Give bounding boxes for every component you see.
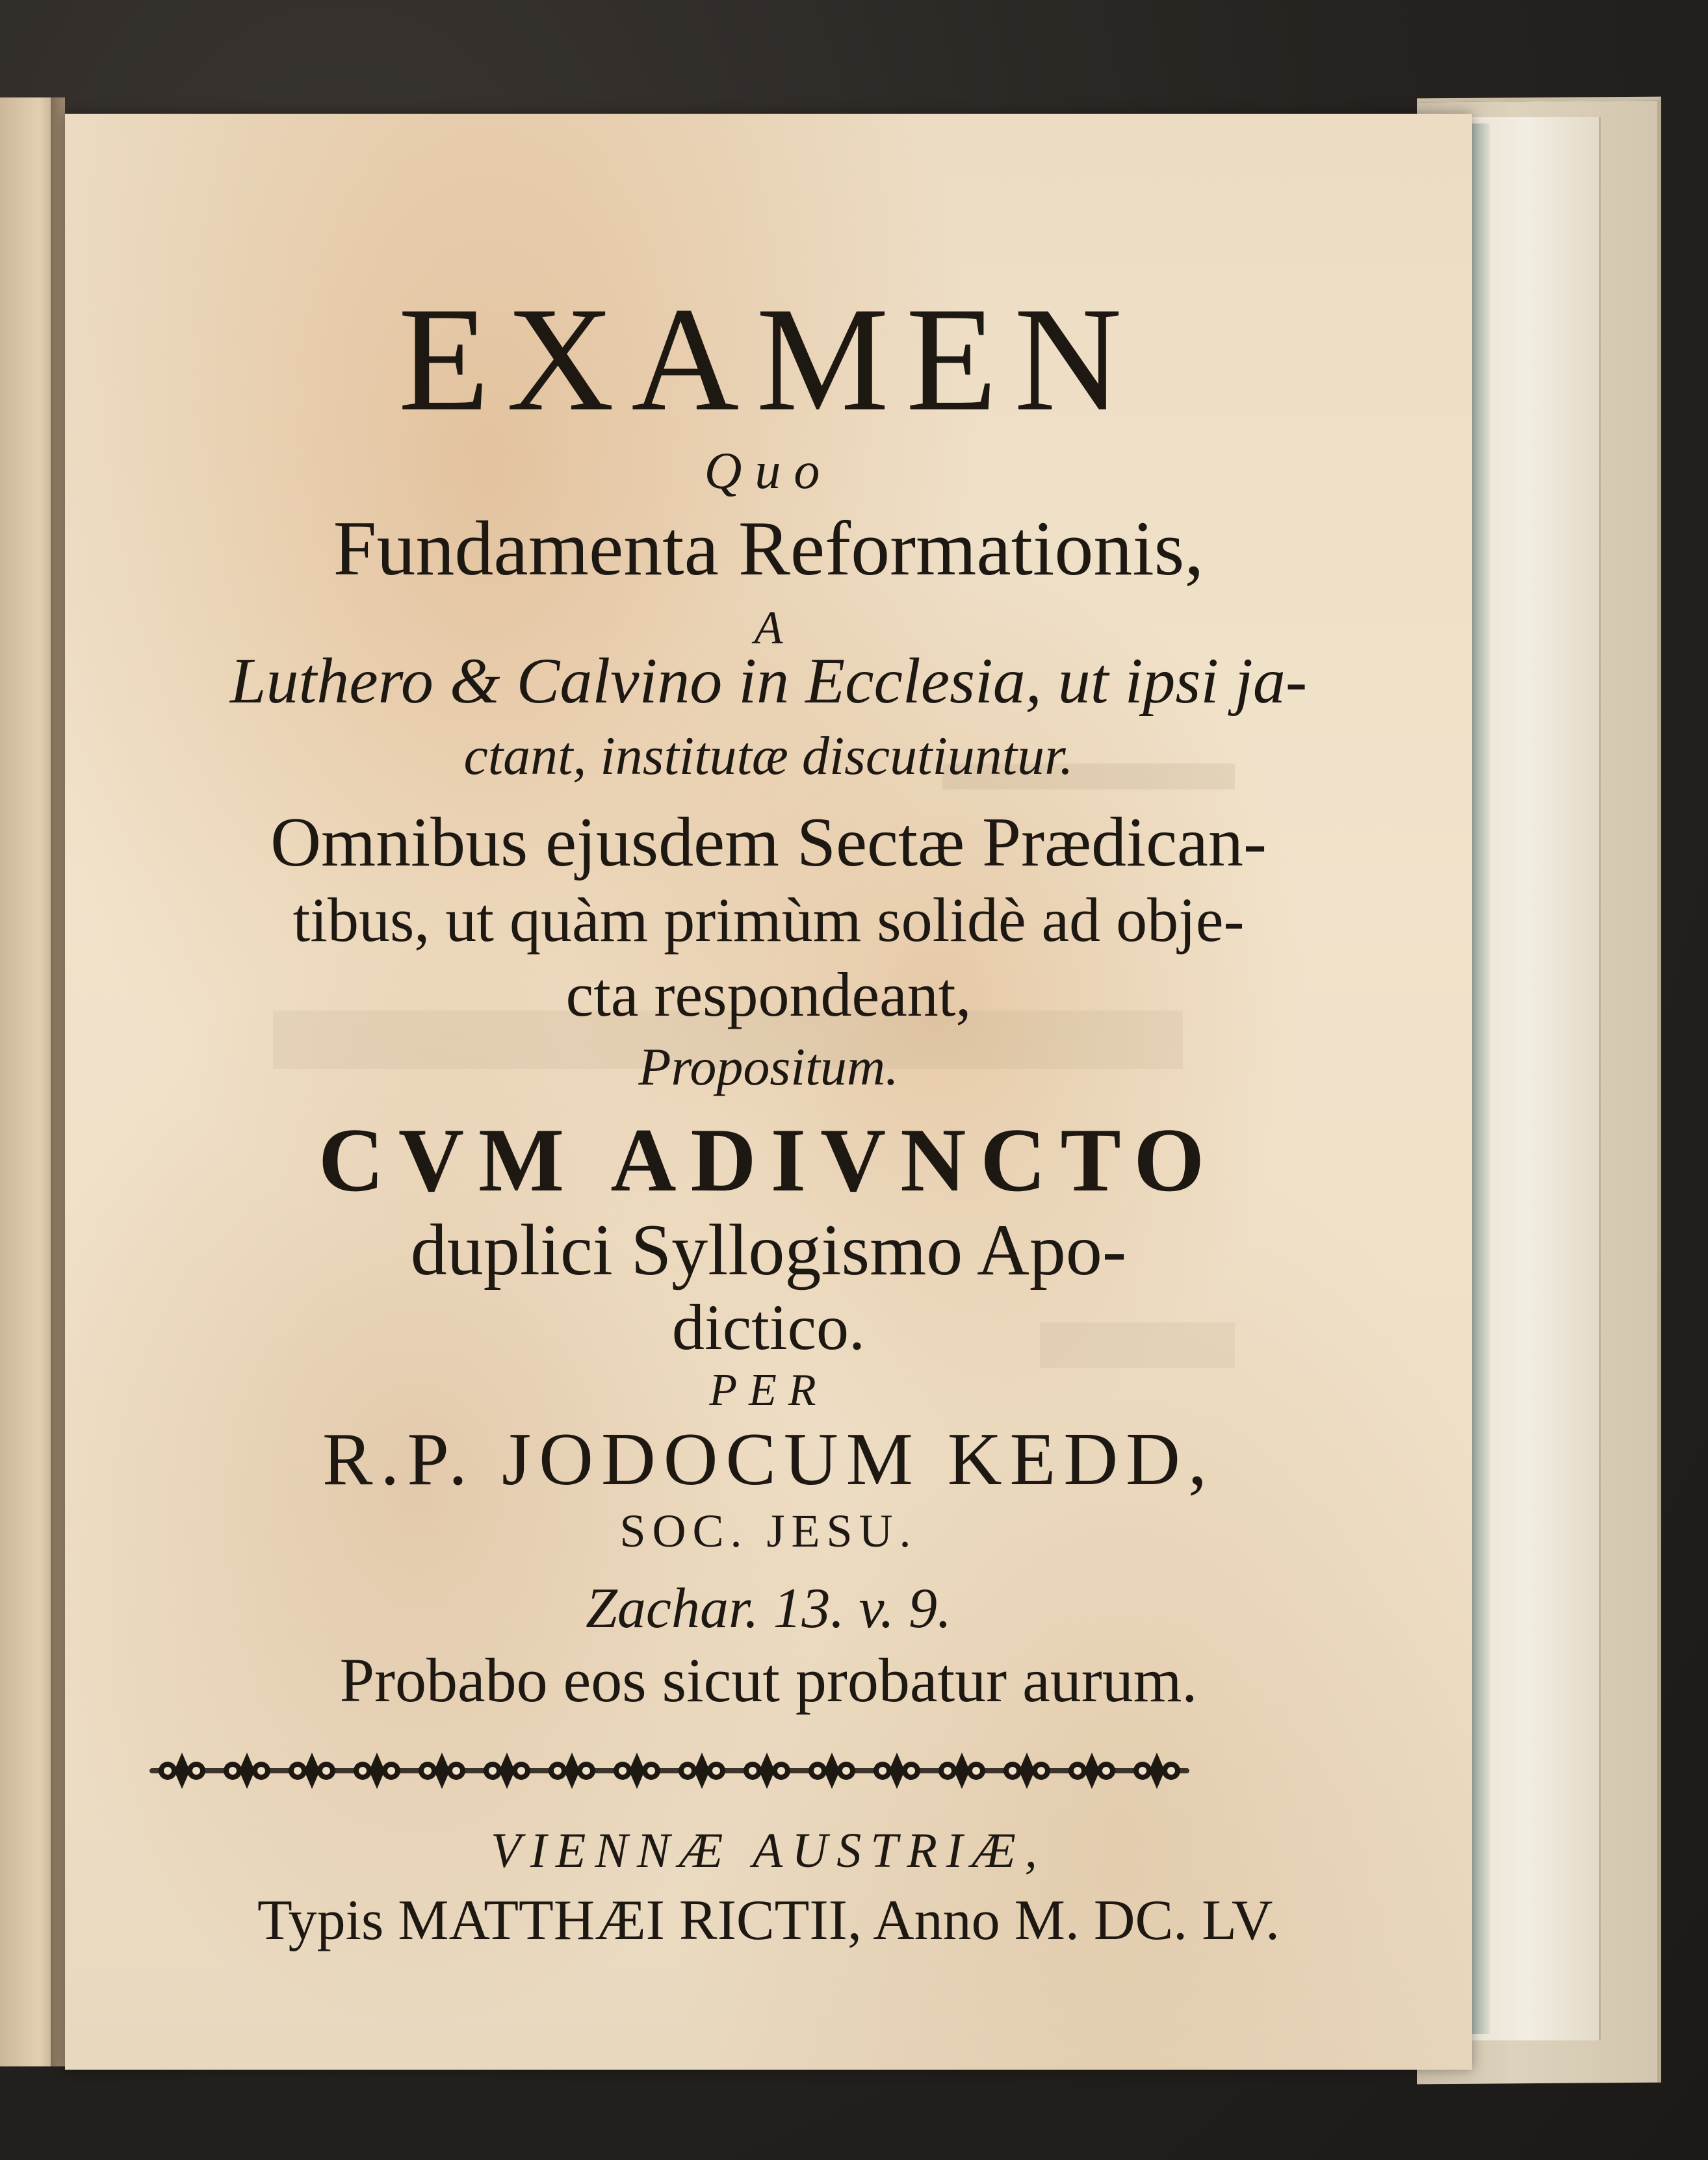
title-duplici-line-1: duplici Syllogismo Apo- xyxy=(410,1210,1127,1291)
title-page xyxy=(65,114,1472,2070)
fleuron-unit xyxy=(549,1753,595,1789)
title-quo: Quo xyxy=(704,443,833,500)
author-society: SOC. JESU. xyxy=(619,1505,918,1557)
title-luthero-line-1: Luthero & Calvino in Ecclesia, ut ipsi ja- xyxy=(229,645,1308,717)
fleuron-unit xyxy=(679,1753,725,1789)
page-edge-tint xyxy=(1470,123,1490,2034)
fleuron-unit xyxy=(744,1753,790,1789)
scripture-reference: Zachar. 13. v. 9. xyxy=(585,1577,952,1640)
imprint-place: VIENNÆ AUSTRIÆ, xyxy=(491,1823,1046,1878)
fleuron-unit xyxy=(1133,1753,1180,1789)
fleuron-unit xyxy=(809,1753,855,1789)
fleuron-unit xyxy=(614,1753,660,1789)
title-propositum: Propositum. xyxy=(638,1037,899,1096)
title-omnibus-line-1: Omnibus ejusdem Sectæ Prædican- xyxy=(270,804,1267,881)
title-a: A xyxy=(754,602,783,654)
title-omnibus-line-2: tibus, ut quàm primùm solidè ad obje- xyxy=(292,885,1245,955)
title-omnibus-line-3: cta respondeant, xyxy=(565,960,972,1029)
title-per: PER xyxy=(709,1365,828,1415)
title-fundamenta: Fundamenta Reformationis, xyxy=(333,505,1204,591)
title-heading: EXAMEN xyxy=(398,276,1139,442)
fleuron-unit xyxy=(159,1753,205,1789)
title-luthero-line-2: ctant, institutæ discutiuntur. xyxy=(463,726,1074,786)
fleuron-unit xyxy=(224,1753,270,1789)
imprint-printer: Typis MATTHÆI RICTII, Anno M. DC. LV. xyxy=(257,1889,1280,1952)
fleuron-unit xyxy=(1003,1753,1050,1789)
fleuron-unit xyxy=(289,1753,335,1789)
fleuron-unit xyxy=(873,1753,920,1789)
fleuron-unit xyxy=(1068,1753,1115,1789)
title-cum-adiuncto: CVM ADIVNCTO xyxy=(318,1110,1219,1211)
fleuron-unit xyxy=(354,1753,400,1789)
author-name: R.P. JODOCUM KEDD, xyxy=(322,1418,1215,1501)
fleuron-unit xyxy=(419,1753,465,1789)
fleuron-unit xyxy=(938,1753,985,1789)
title-duplici-line-2: dictico. xyxy=(671,1291,866,1363)
fleuron-unit xyxy=(484,1753,530,1789)
printers-ornament-band xyxy=(149,1745,1189,1797)
scripture-quote: Probabo eos sicut probatur aurum. xyxy=(339,1645,1198,1715)
